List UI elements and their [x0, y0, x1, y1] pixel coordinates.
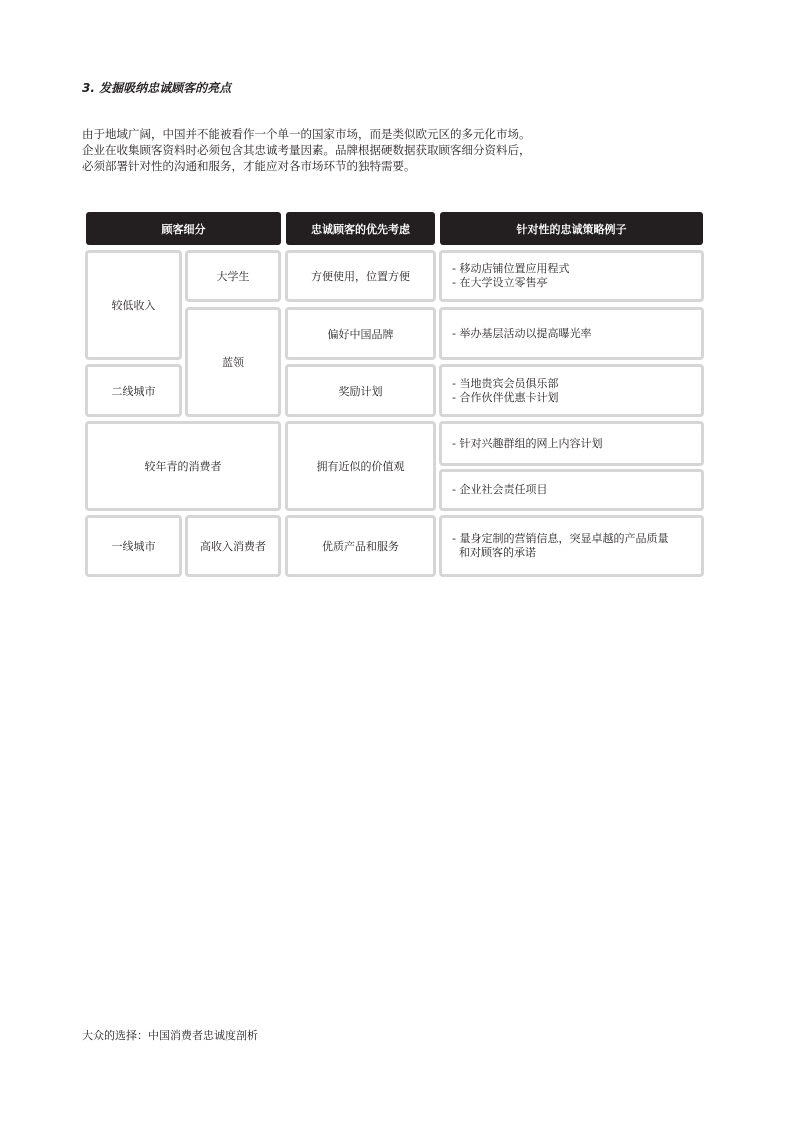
priority-shared-values: 拥有近似的价值观 [285, 421, 436, 511]
page-footer: 大众的选择：中国消费者忠诚度剖析 [82, 1029, 258, 1042]
section-heading: 3. 发掘吸纳忠诚顾客的亮点 [82, 81, 232, 95]
segment-tier2-city: 二线城市 [85, 364, 182, 417]
strategy-cell [439, 364, 704, 417]
header-loyalty-priority: 忠诚顾客的优先考虑 [286, 212, 435, 245]
segment-low-income: 较低收入 [85, 250, 182, 360]
strategy-line: - 当地贵宾会员俱乐部 [452, 376, 559, 390]
strategy-cell [439, 469, 704, 511]
strategy-line: - 在大学设立零售亭 [452, 276, 548, 289]
segment-students: 大学生 [185, 250, 281, 302]
segment-young-consumers: 较年青的消费者 [85, 421, 281, 511]
priority-chinese-brands: 偏好中国品牌 [285, 307, 436, 360]
priority-quality: 优质产品和服务 [285, 515, 436, 577]
intro-line: 企业在收集顾客资料时必须包含其忠诚考量因素。品牌根据硬数据获取顾客细分资料后， [82, 143, 531, 157]
header-strategy-examples: 针对性的忠诚策略例子 [440, 212, 703, 245]
priority-rewards: 奖励计划 [285, 364, 436, 417]
strategy-line: - 合作伙伴优惠卡计划 [452, 390, 559, 404]
strategy-cell [439, 250, 704, 302]
strategy-line: - 举办基层活动以提高曝光率 [452, 326, 592, 340]
intro-line: 由于地域广阔，中国并不能被看作一个单一的国家市场，而是类似欧元区的多元化市场。 [82, 127, 531, 141]
strategy-line: - 移动店铺位置应用程式 [452, 262, 570, 275]
strategy-cell [439, 307, 704, 360]
intro-paragraph [82, 126, 531, 174]
segment-high-income: 高收入消费者 [185, 515, 281, 577]
segment-tier1-city: 一线城市 [85, 515, 182, 577]
segment-blue-collar: 蓝领 [185, 307, 281, 417]
strategy-line: - 针对兴趣群组的网上内容计划 [452, 436, 603, 450]
strategy-cell [439, 421, 704, 466]
header-customer-segment: 顾客细分 [86, 212, 281, 245]
priority-convenience: 方便使用，位置方便 [285, 250, 436, 302]
intro-line: 必须部署针对性的沟通和服务，才能应对各市场环节的独特需要。 [82, 159, 416, 173]
strategy-line: - 量身定制的营销信息，突显卓越的产品质量 [452, 532, 669, 545]
strategy-cell [439, 515, 704, 577]
strategy-line: - 企业社会责任项目 [452, 483, 548, 496]
strategy-line: 和对顾客的承诺 [452, 546, 536, 559]
